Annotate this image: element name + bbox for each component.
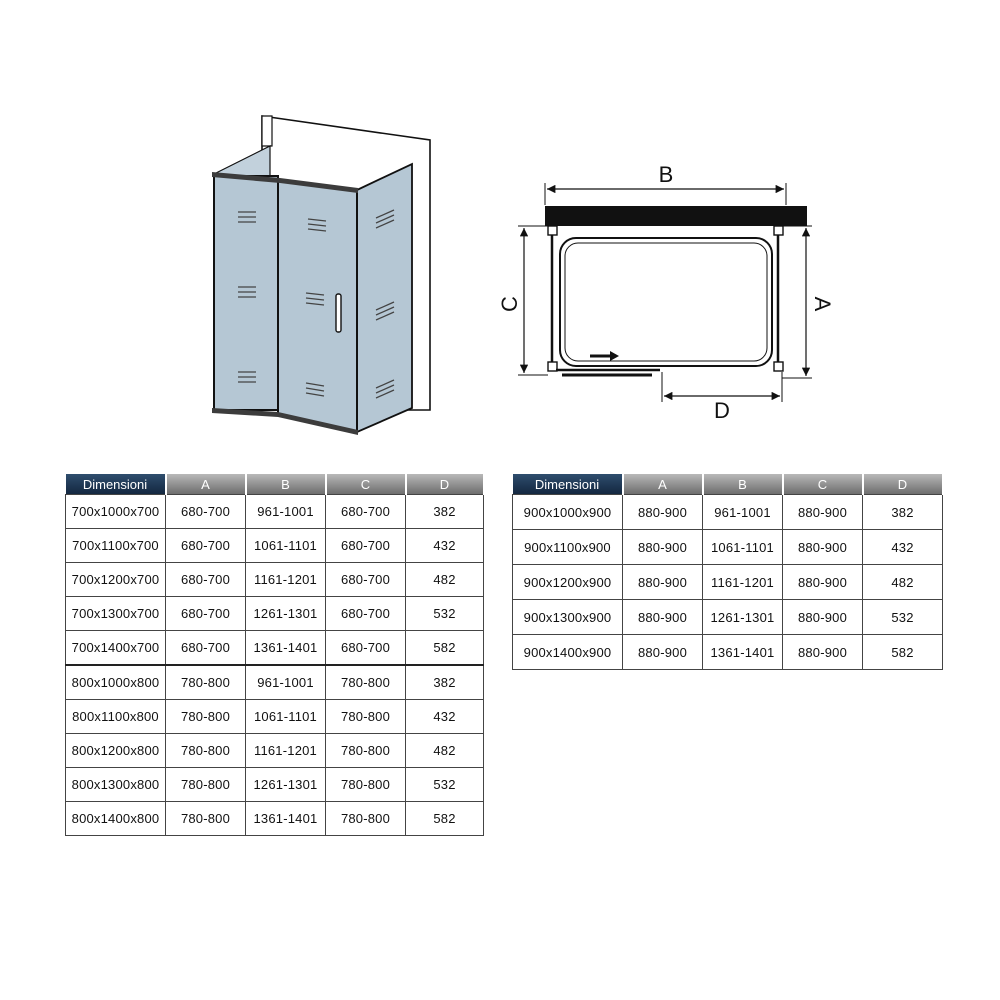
dimension-b	[545, 162, 786, 205]
cell-c: 880-900	[783, 600, 863, 635]
table-row	[66, 734, 484, 768]
dimension-a-letter: A	[810, 296, 835, 312]
table-row	[513, 565, 943, 600]
table-row	[66, 700, 484, 734]
cell-a: 780-800	[166, 734, 246, 768]
column-header-c: C	[783, 474, 863, 495]
dimensions-table-900	[512, 474, 944, 670]
cell-a: 680-700	[166, 597, 246, 631]
dimension-d	[662, 372, 782, 423]
cell-b: 1061-1101	[246, 529, 326, 563]
plan-view	[497, 162, 835, 423]
cell-d: 482	[406, 563, 484, 597]
table-row	[66, 495, 484, 529]
cell-c: 880-900	[783, 635, 863, 670]
table-row	[513, 635, 943, 670]
cell-d: 432	[406, 700, 484, 734]
table-row	[66, 768, 484, 802]
cell-dimensioni: 700x1200x700	[66, 563, 166, 597]
table-row	[66, 631, 484, 666]
dimension-a	[782, 226, 835, 378]
cell-d: 532	[406, 768, 484, 802]
cell-d: 482	[406, 734, 484, 768]
table-header-row	[513, 474, 943, 495]
cell-a: 680-700	[166, 495, 246, 529]
cell-dimensioni: 700x1300x700	[66, 597, 166, 631]
cell-a: 780-800	[166, 700, 246, 734]
drawings	[0, 0, 1000, 460]
cell-c: 680-700	[326, 563, 406, 597]
plan-profile-bl	[548, 362, 557, 371]
cell-c: 780-800	[326, 734, 406, 768]
dimensions-table-700-800	[65, 474, 485, 836]
dimension-c	[497, 226, 548, 375]
cell-b: 1161-1201	[246, 734, 326, 768]
cell-dimensioni: 900x1400x900	[513, 635, 623, 670]
table-row	[66, 665, 484, 700]
cell-dimensioni: 900x1300x900	[513, 600, 623, 635]
cell-b: 1261-1301	[246, 597, 326, 631]
column-header-b: B	[246, 474, 326, 495]
cell-b: 961-1001	[703, 495, 783, 530]
cell-a: 880-900	[623, 530, 703, 565]
cell-a: 680-700	[166, 529, 246, 563]
cell-c: 780-800	[326, 700, 406, 734]
cell-c: 680-700	[326, 495, 406, 529]
cell-c: 780-800	[326, 802, 406, 836]
column-header-b: B	[703, 474, 783, 495]
column-header-dimensioni: Dimensioni	[513, 474, 623, 495]
plan-profile-br	[774, 362, 783, 371]
cell-d: 382	[406, 665, 484, 700]
cell-b: 961-1001	[246, 665, 326, 700]
table-header-row	[66, 474, 484, 495]
column-header-d: D	[406, 474, 484, 495]
column-header-a: A	[623, 474, 703, 495]
dimension-c-letter: C	[497, 296, 522, 312]
cell-dimensioni: 900x1100x900	[513, 530, 623, 565]
cell-b: 961-1001	[246, 495, 326, 529]
cell-b: 1361-1401	[246, 631, 326, 666]
plan-profile-tl	[548, 226, 557, 235]
door-handle	[336, 294, 341, 332]
cell-b: 1161-1201	[703, 565, 783, 600]
cell-a: 880-900	[623, 495, 703, 530]
table-row	[513, 495, 943, 530]
plan-profile-tr	[774, 226, 783, 235]
cell-a: 780-800	[166, 768, 246, 802]
cell-b: 1361-1401	[246, 802, 326, 836]
cell-dimensioni: 900x1000x900	[513, 495, 623, 530]
column-header-c: C	[326, 474, 406, 495]
cell-dimensioni: 800x1100x800	[66, 700, 166, 734]
table-body	[66, 495, 484, 836]
cell-b: 1161-1201	[246, 563, 326, 597]
cell-c: 780-800	[326, 768, 406, 802]
cell-c: 880-900	[783, 530, 863, 565]
shower-enclosure-3d	[212, 116, 430, 435]
cell-d: 382	[863, 495, 943, 530]
cell-a: 680-700	[166, 631, 246, 666]
cell-d: 432	[863, 530, 943, 565]
cell-a: 780-800	[166, 665, 246, 700]
table-row	[66, 563, 484, 597]
cell-b: 1361-1401	[703, 635, 783, 670]
cell-d: 432	[406, 529, 484, 563]
plan-wall	[545, 206, 807, 226]
cell-dimensioni: 700x1100x700	[66, 529, 166, 563]
cell-b: 1061-1101	[246, 700, 326, 734]
table-body	[513, 495, 943, 670]
cell-c: 680-700	[326, 529, 406, 563]
cell-d: 582	[406, 802, 484, 836]
cell-dimensioni: 700x1400x700	[66, 631, 166, 666]
cell-a: 780-800	[166, 802, 246, 836]
cell-d: 482	[863, 565, 943, 600]
back-wall-top-edge	[262, 116, 272, 146]
cell-b: 1061-1101	[703, 530, 783, 565]
cell-c: 780-800	[326, 665, 406, 700]
cell-c: 880-900	[783, 565, 863, 600]
cell-a: 880-900	[623, 635, 703, 670]
front-fixed-glass	[214, 176, 278, 410]
cell-dimensioni: 800x1200x800	[66, 734, 166, 768]
cell-a: 880-900	[623, 565, 703, 600]
cell-d: 382	[406, 495, 484, 529]
table-row	[66, 802, 484, 836]
right-side-glass	[357, 164, 412, 432]
cell-d: 532	[863, 600, 943, 635]
cell-d: 582	[406, 631, 484, 666]
plan-shower-tray	[560, 238, 772, 366]
table-row	[513, 530, 943, 565]
cell-dimensioni: 800x1000x800	[66, 665, 166, 700]
cell-c: 880-900	[783, 495, 863, 530]
dimension-d-letter: D	[714, 398, 730, 423]
cell-dimensioni: 800x1300x800	[66, 768, 166, 802]
sliding-door-glass	[278, 180, 357, 432]
column-header-d: D	[863, 474, 943, 495]
column-header-a: A	[166, 474, 246, 495]
cell-a: 680-700	[166, 563, 246, 597]
table-row	[66, 529, 484, 563]
cell-d: 582	[863, 635, 943, 670]
cell-a: 880-900	[623, 600, 703, 635]
table-row	[66, 597, 484, 631]
cell-c: 680-700	[326, 631, 406, 666]
cell-dimensioni: 700x1000x700	[66, 495, 166, 529]
table-row	[513, 600, 943, 635]
dimension-b-letter: B	[658, 162, 674, 187]
cell-b: 1261-1301	[703, 600, 783, 635]
cell-b: 1261-1301	[246, 768, 326, 802]
cell-dimensioni: 900x1200x900	[513, 565, 623, 600]
column-header-dimensioni: Dimensioni	[66, 474, 166, 495]
cell-dimensioni: 800x1400x800	[66, 802, 166, 836]
cell-d: 532	[406, 597, 484, 631]
cell-c: 680-700	[326, 597, 406, 631]
